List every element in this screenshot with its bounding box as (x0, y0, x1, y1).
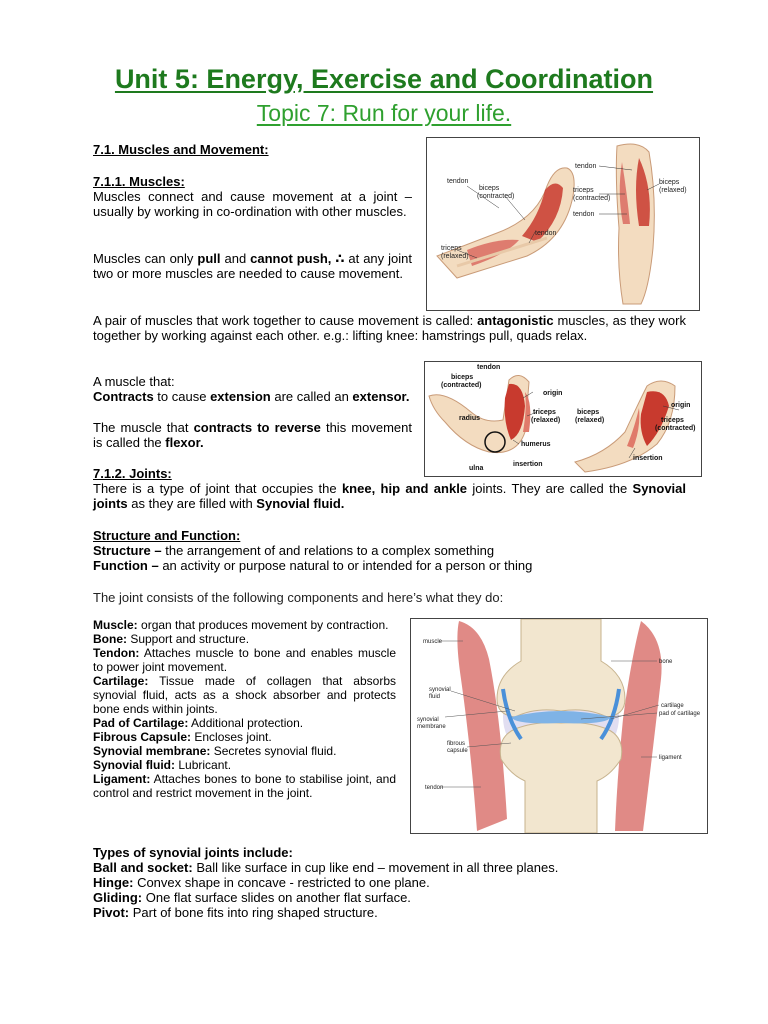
definition-structure (93, 543, 494, 558)
component-bone (93, 632, 396, 646)
label-fibrous: fibrous (447, 741, 466, 747)
label-contracted: (contracted) (573, 195, 611, 202)
text: One flat surface slides on another flat surface. (142, 890, 411, 905)
label-ligament: ligament (659, 755, 682, 761)
paragraph-extensor (93, 389, 412, 404)
paragraph-muscles-connect: Muscles connect and cause movement at a joint – usually by working in co-ordination with other muscles. (93, 189, 412, 219)
component-synovial-membrane (93, 744, 396, 758)
page-title: Unit 5: Energy, Exercise and Coordination (114, 64, 654, 94)
term: Muscle: (93, 618, 138, 632)
component-muscle (93, 618, 396, 632)
component-ligament (93, 772, 396, 800)
text: muscles, as they work together by working against each other. e.g.: lifting knee: hamstrings pull, quads relax. (93, 313, 686, 343)
arm-muscles-illustration (427, 138, 699, 310)
label-bone: bone (659, 659, 673, 665)
label-relaxed: (relaxed) (531, 417, 561, 424)
label-tendon: tendon (447, 178, 469, 185)
heading-types-of-synovial-joints: Types of synovial joints include: (93, 845, 293, 860)
heading-structure-function: Structure and Function: (93, 528, 241, 543)
term: Pivot: (93, 905, 130, 920)
label-relaxed: (relaxed) (659, 187, 687, 194)
text: Tissue made of collagen that absorbs synovial fluid, acts as a shock absorber and protects bone ends within joints. (93, 674, 396, 716)
component-synovial-fluid (93, 758, 396, 772)
term: Ball and socket: (93, 860, 193, 875)
label-relaxed: (relaxed) (575, 417, 605, 424)
text: Part of bone fits into ring shaped structure. (129, 905, 378, 920)
text: as they are filled with (127, 496, 257, 511)
label-origin: origin (671, 402, 691, 409)
label-tendon: tendon (425, 785, 444, 791)
section-heading-muscles-movement: 7.1. Muscles and Movement: (93, 142, 269, 157)
text: Convex shape in concave - restricted to one plane. (133, 875, 430, 890)
synovial-joint-figure (410, 618, 708, 834)
joint-type-hinge (93, 875, 693, 890)
text: at any joint two or more muscles are needed to cause movement. (93, 251, 412, 281)
label-cartilage: cartilage (661, 703, 684, 709)
label-triceps: triceps (573, 187, 594, 194)
label-origin: origin (543, 390, 563, 397)
origin-insertion-figure (424, 361, 702, 477)
label-triceps: triceps (661, 417, 684, 424)
component-fibrous-capsule (93, 730, 396, 744)
label-ulna: ulna (469, 465, 484, 472)
label-contracted: (contracted) (441, 382, 482, 389)
term-extension: extension (210, 389, 271, 404)
component-pad-of-cartilage (93, 716, 396, 730)
label-triceps: triceps (441, 245, 462, 252)
text: Additional protection. (188, 716, 304, 730)
term-pull: pull (197, 251, 221, 266)
text: Encloses joint. (191, 730, 272, 744)
joint-type-gliding (93, 890, 693, 905)
arm-muscles-figure (426, 137, 700, 311)
text: this movement is called the (93, 420, 412, 450)
subsection-heading-joints: 7.1.2. Joints: (93, 466, 172, 481)
label-tendon: tendon (535, 230, 557, 237)
term-flexor: flexor. (165, 435, 204, 450)
text: Attaches bones to bone to stabilise joint, and control and restrict movement in the joint. (93, 772, 396, 800)
label-biceps: biceps (577, 409, 600, 416)
label-muscle: muscle (423, 639, 443, 645)
label-insertion: insertion (513, 461, 543, 468)
text: Support and structure. (127, 632, 250, 646)
text: an activity or purpose natural to or intended for a person or thing (158, 558, 533, 573)
text: to cause (153, 389, 211, 404)
components-list (93, 618, 396, 800)
text: Ball like surface in cup like end – movement in all three planes. (192, 860, 559, 875)
label-fluid: fluid (429, 694, 441, 700)
origin-insertion-illustration (425, 362, 701, 476)
page-subtitle: Topic 7: Run for your life. (256, 100, 512, 126)
text: A pair of muscles that work together to cause movement is called: (93, 313, 478, 328)
term-contracts-to-reverse: contracts to reverse (193, 420, 321, 435)
paragraph-synovial-joints (93, 481, 686, 511)
components-intro: The joint consists of the following components and here’s what they do: (93, 590, 504, 605)
term-knee-hip-ankle: knee, hip and ankle (341, 481, 468, 496)
label-contracted: (contracted) (477, 193, 515, 200)
text: and (220, 251, 251, 266)
joint-type-ball-and-socket (93, 860, 693, 875)
text: Muscles can only (93, 251, 198, 266)
joint-type-pivot (93, 905, 693, 920)
synovial-joint-illustration (411, 619, 707, 833)
text: organ that produces movement by contraction. (137, 618, 389, 632)
label-biceps: biceps (479, 185, 500, 192)
term: Cartilage: (93, 674, 149, 688)
definition-function (93, 558, 532, 573)
label-tendon: tendon (575, 163, 597, 170)
label-capsule: capsule (447, 748, 468, 754)
label-insertion: insertion (633, 455, 663, 462)
paragraph-antagonistic (93, 313, 686, 343)
paragraph-a-muscle-that: A muscle that: (93, 374, 175, 389)
subsection-heading-muscles: 7.1.1. Muscles: (93, 174, 185, 189)
label-contracted: (contracted) (655, 425, 696, 432)
term: Ligament: (93, 772, 151, 786)
term: Fibrous Capsule: (93, 730, 192, 744)
term: Synovial fluid: (93, 758, 176, 772)
text: the arrangement of and relations to a complex something (161, 543, 495, 558)
term-contracts: Contracts (93, 389, 154, 404)
label-triceps: triceps (533, 409, 556, 416)
term-structure: Structure – (93, 543, 162, 558)
term: Hinge: (93, 875, 134, 890)
paragraph-pull-push (93, 251, 412, 281)
component-cartilage (93, 674, 396, 716)
term-synovial-fluid: Synovial fluid. (256, 496, 345, 511)
term-cannot-push: cannot push, ∴ (250, 251, 345, 266)
text: joints. They are called the (467, 481, 633, 496)
label-tendon: tendon (573, 211, 595, 218)
joint-types-list (93, 860, 693, 920)
label-biceps: biceps (451, 374, 474, 381)
label-humerus: humerus (521, 441, 551, 448)
label-tendon: tendon (477, 364, 501, 371)
label-membrane: membrane (417, 724, 446, 730)
label-synovial: synovial (429, 687, 451, 693)
text: Attaches muscle to bone and enables muscle to power joint movement. (93, 646, 396, 674)
term: Gliding: (93, 890, 143, 905)
label-pad-of-cartilage: pad of cartilage (659, 711, 701, 717)
term-extensor: extensor. (352, 389, 410, 404)
text: The muscle that (93, 420, 194, 435)
text: Secretes synovial fluid. (210, 744, 337, 758)
term: Bone: (93, 632, 127, 646)
text: There is a type of joint that occupies the (93, 481, 342, 496)
label-biceps: biceps (659, 179, 680, 186)
term-synovial-joints: Synovial joints (93, 481, 686, 511)
text: Lubricant. (175, 758, 232, 772)
term: Synovial membrane: (93, 744, 211, 758)
term: Pad of Cartilage: (93, 716, 189, 730)
text: are called an (270, 389, 353, 404)
component-tendon (93, 646, 396, 674)
term-antagonistic: antagonistic (477, 313, 554, 328)
label-relaxed: (relaxed) (441, 253, 469, 260)
term: Tendon: (93, 646, 140, 660)
term-function: Function – (93, 558, 159, 573)
paragraph-flexor (93, 420, 412, 450)
label-radius: radius (459, 415, 481, 422)
label-synovial: synovial (417, 717, 439, 723)
